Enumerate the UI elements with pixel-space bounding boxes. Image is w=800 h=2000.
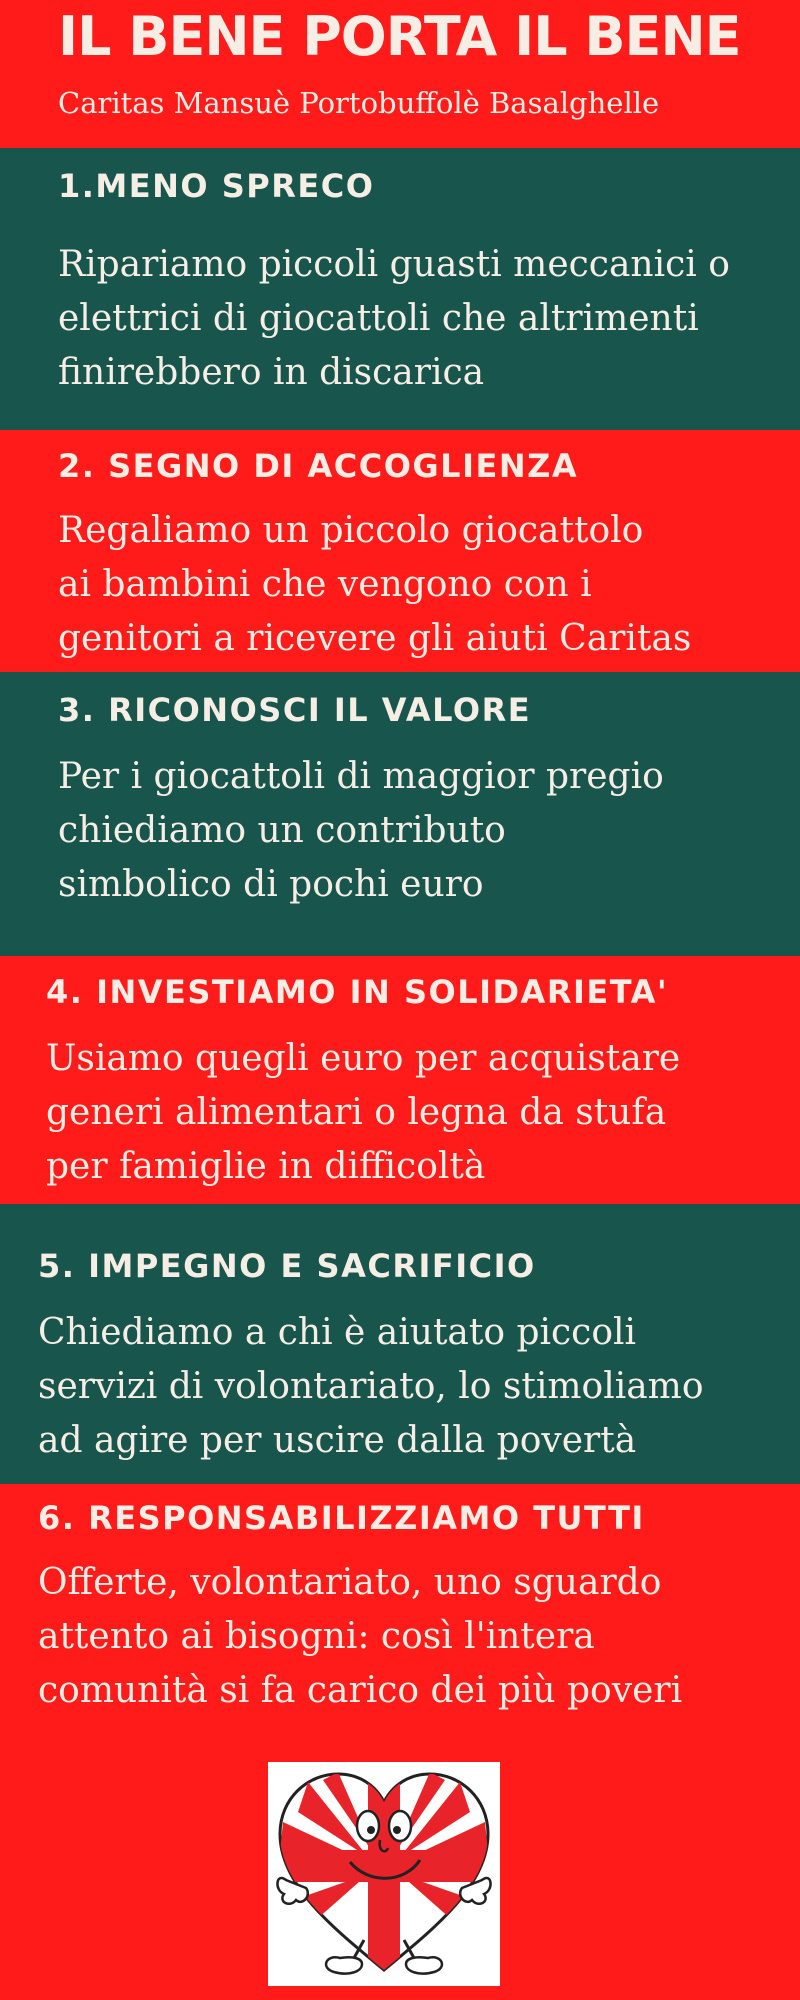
section-title: 5. IMPEGNO E SACRIFICIO (38, 1247, 536, 1285)
section-body-line: Usiamo quegli euro per acquistare (46, 1038, 681, 1079)
caritas-logo (268, 1762, 500, 1986)
page-subtitle: Caritas Mansuè Portobuffolè Basalghelle (58, 86, 660, 120)
section-title: 4. INVESTIAMO IN SOLIDARIETA' (46, 973, 669, 1011)
page-title: IL BENE PORTA IL BENE (58, 5, 741, 68)
section-body (58, 238, 730, 400)
section-body (58, 504, 691, 666)
section-meno-spreco (0, 148, 800, 430)
section-body-line: generi alimentari o legna da stufa (46, 1092, 667, 1133)
section-segno-di-accoglienza (0, 430, 800, 672)
caritas-heart-mascot-icon (268, 1762, 500, 1986)
section-body-line: elettrici di giocattoli che altrimenti (58, 298, 699, 339)
section-title: 2. SEGNO DI ACCOGLIENZA (58, 447, 579, 485)
section-body-line: Offerte, volontariato, uno sguardo (38, 1562, 662, 1603)
section-body-line: Regaliamo un piccolo giocattolo (58, 510, 644, 551)
section-title: 3. RICONOSCI IL VALORE (58, 691, 532, 729)
section-body-line: per famiglie in difficoltà (46, 1146, 486, 1187)
section-body-line: Per i giocattoli di maggior pregio (58, 756, 664, 797)
section-body-line: finirebbero in discarica (58, 352, 485, 393)
section-body (46, 1032, 680, 1194)
section-investiamo-in-solidarieta (0, 956, 800, 1204)
section-body-line: Chiediamo a chi è aiutato piccoli (38, 1312, 637, 1353)
section-body (58, 750, 664, 912)
section-body-line: attento ai bisogni: così l'intera (38, 1616, 595, 1657)
section-body (38, 1556, 682, 1718)
section-body-line: genitori a ricevere gli aiuti Caritas (58, 618, 692, 659)
section-body-line: simbolico di pochi euro (58, 864, 484, 905)
section-impegno-e-sacrificio (0, 1204, 800, 1484)
section-title: 6. RESPONSABILIZZIAMO TUTTI (38, 1499, 645, 1537)
section-body-line: comunità si fa carico dei più poveri (38, 1670, 683, 1711)
section-body (38, 1306, 704, 1468)
section-body-line: ai bambini che vengono con i (58, 564, 592, 605)
section-title: 1.MENO SPRECO (58, 167, 375, 205)
section-body-line: Ripariamo piccoli guasti meccanici o (58, 244, 730, 285)
section-riconosci-il-valore (0, 672, 800, 956)
section-body-line: servizi di volontariato, lo stimoliamo (38, 1366, 704, 1407)
section-body-line: ad agire per uscire dalla povertà (38, 1420, 637, 1461)
header (0, 0, 800, 148)
section-body-line: chiediamo un contributo (58, 810, 506, 851)
